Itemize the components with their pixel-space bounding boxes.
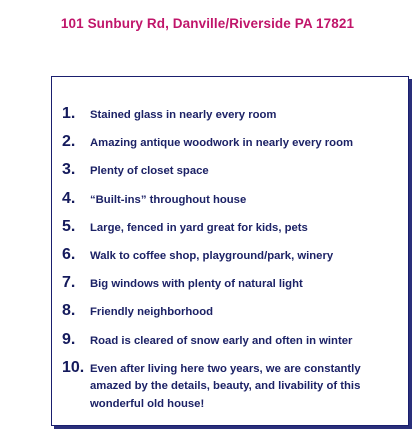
list-item: [62, 190, 400, 218]
list-item: [62, 274, 400, 302]
list-item: [62, 105, 400, 133]
address-heading: 101 Sunbury Rd, Danville/Riverside PA 17821: [60, 16, 355, 31]
item-number: 4.: [62, 189, 76, 207]
item-text: Amazing antique woodwork in nearly every room: [90, 137, 354, 150]
item-number: 5.: [62, 217, 76, 235]
item-number: 6.: [62, 245, 76, 263]
item-text: Large, fenced in yard great for kids, pets: [90, 221, 308, 234]
list-item: [62, 302, 400, 330]
item-number: 1.: [62, 105, 76, 122]
item-text: Walk to coffee shop, playground/park, winery: [90, 249, 334, 262]
item-number: 2.: [62, 133, 76, 151]
item-text: “Built-ins” throughout house: [90, 193, 247, 206]
item-number: 8.: [62, 302, 76, 320]
item-number: 7.: [62, 274, 76, 292]
item-text: Friendly neighborhood: [90, 306, 214, 319]
list-item: [62, 246, 400, 274]
item-text: Even after living here two years, we are constantly amazed by the details, beauty, and livability of this wonderful old house!: [90, 362, 361, 410]
list-item: [62, 358, 400, 410]
features-list: [62, 105, 400, 410]
item-number: 10.: [62, 358, 85, 376]
item-text: Plenty of closet space: [90, 165, 209, 178]
item-text: Road is cleared of snow early and often in winter: [90, 334, 353, 347]
list-item: [62, 218, 400, 246]
list-item: [62, 331, 400, 359]
list-item: [62, 161, 400, 189]
features-box: [51, 76, 409, 426]
item-text: Big windows with plenty of natural light: [90, 278, 303, 291]
list-item: [62, 133, 400, 161]
item-number: 9.: [62, 330, 76, 348]
item-text: Stained glass in nearly every room: [90, 109, 277, 121]
item-number: 3.: [62, 161, 76, 179]
